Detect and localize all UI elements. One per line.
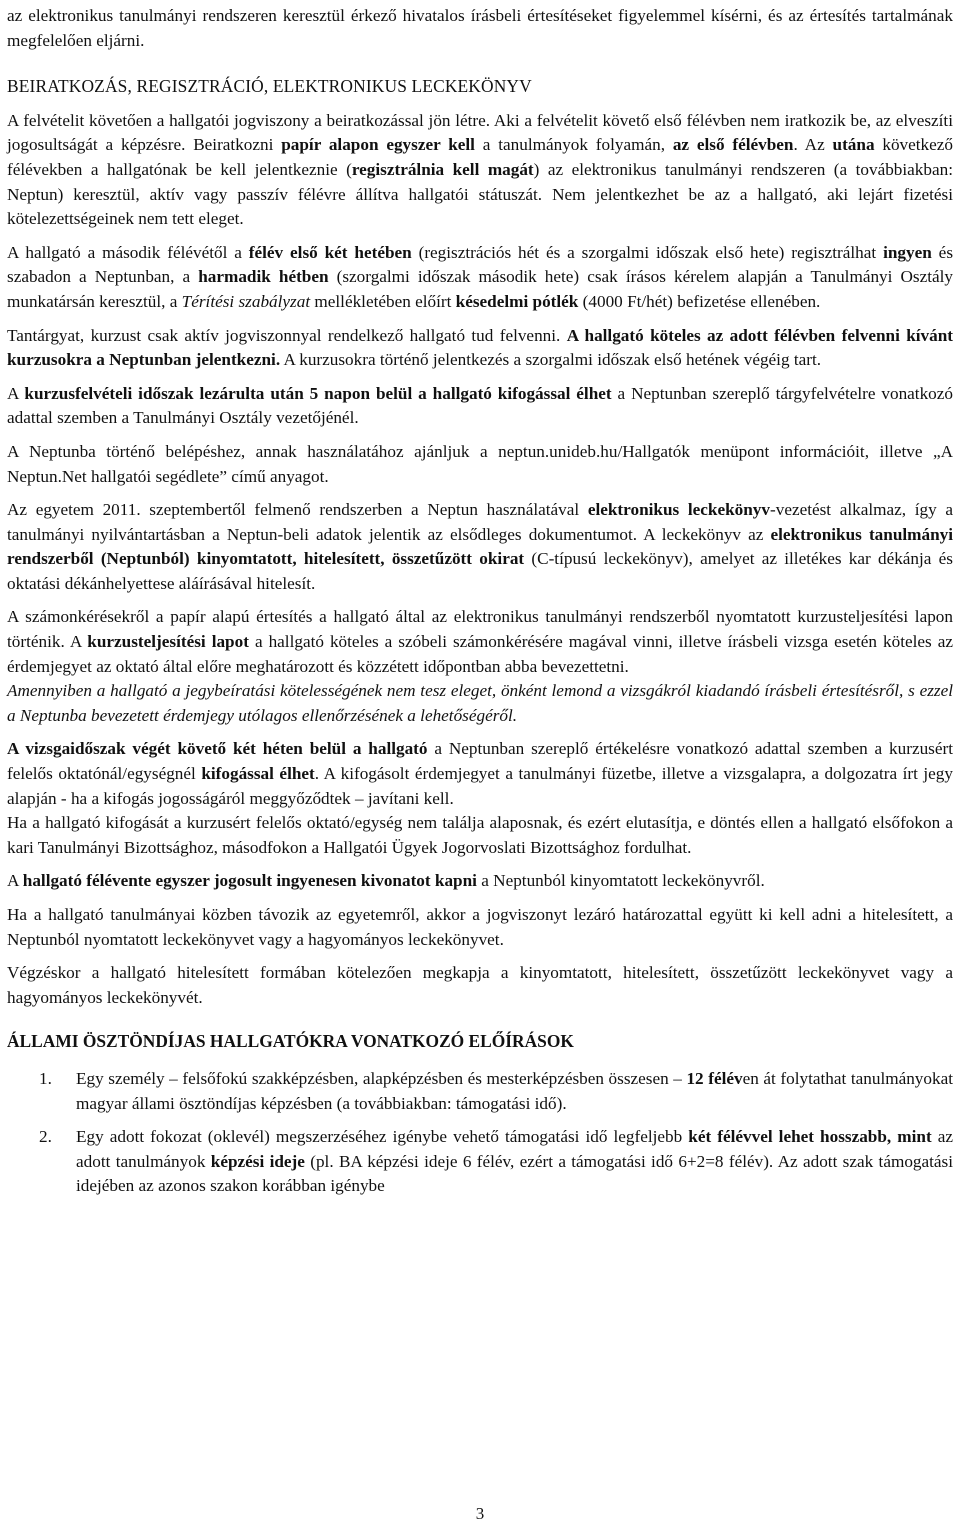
paragraph-grade-entry-note (7, 679, 953, 728)
paragraph-intro (7, 4, 953, 53)
text-run: ) az elektronikus tanulmányi rendszeren (a továbbiakban: Neptun) keresztül, aktív vagy passzív félévre állítva hallgatói státuszát. Nem jelentkezhet be az a hallgató, aki lejárt fizetési kötelezettségeinek nem tett eleget. (7, 159, 953, 229)
list-item (7, 1125, 953, 1199)
text-run: a tanulmányok folyamán, (474, 135, 673, 155)
list-item-text (76, 1069, 953, 1113)
paragraph-graduation (7, 961, 953, 1010)
text-run: a hallgató köteles a szóbeli számonkérésére magával vinni, illetve írásbeli vizsga esetén köteles az érdemjegyet az oktató által előre meghatározott és közzétett időpontban abba bevezettetni. (7, 632, 953, 676)
text-run: Az egyetem 2011. szeptembertől felmenő rendszerben a Neptun használatával (7, 500, 588, 520)
text-run: 12 félév (686, 1068, 743, 1088)
text-run: (4000 Ft/hét) befizetése ellenében. (578, 291, 821, 311)
paragraph-neptun-login (7, 440, 953, 489)
text-run: Térítési szabályzat (181, 291, 311, 311)
text-run: A (7, 871, 23, 891)
text-run: elektronikus leckekönyv (587, 500, 770, 520)
document-page (7, 4, 953, 1208)
text-run: regisztrálnia kell magát (351, 159, 534, 179)
text-run: kurzusfelvételi időszak lezárulta után 5 napon belül a hallgató kifogással élhet (24, 383, 612, 403)
text-run: (pl. BA képzési ideje 6 félév, ezért a támogatási idő 6+2=8 félév). Az adott szak támogatási idejében az azonos szakon korábban igénybe (76, 1151, 954, 1196)
paragraph-electronic-record-book (7, 498, 953, 596)
text-run: A számonkérésekről a papír alapú értesítés a hallgató által az elektronikus tanulmányi rendszerből nyomtatott kurzusteljesítési lapon történik. A (7, 607, 953, 652)
text-run: A kurzusokra történő jelentkezés a szorgalmi időszak első hetének végéig tart. (280, 350, 822, 370)
section-heading-state-scholarship: ÁLLAMI ÖSZTÖNDÍJAS HALLGATÓKRA VONATKOZÓ ELŐÍRÁSOK (7, 1031, 574, 1052)
text-run: kifogással élhet (201, 764, 315, 784)
text-run: az első félévben (672, 135, 794, 155)
paragraph-course-objection (7, 382, 953, 431)
text-run: harmadik hétben (198, 267, 329, 287)
text-run: . Az (793, 135, 833, 155)
text-run: és szabadon a Neptunban, a (7, 242, 954, 287)
text-run: (C-típusú leckekönyv), amelyet az illetékes kar dékánja és oktatási dékánhelyettese aláírásával hitelesít. (7, 549, 953, 593)
text-run: A felvételit követően a hallgatói jogviszony a beiratkozással jön létre. Aki a felvételit követő első félévben nem iratkozik be, az elveszíti jogosultságát a képzésre. Beiratkozni (7, 110, 953, 155)
text-run: (regisztrációs hét és a szorgalmi időszak első hete) regisztrálhat (411, 242, 884, 262)
text-run: (szorgalmi időszak második hete) csak írásos kérelem alapján a Tanulmányi Osztály munkatársán keresztül, a (7, 267, 953, 311)
text-run: két félévvel lehet hosszabb, mint (688, 1127, 932, 1147)
scholarship-rules-list (7, 1067, 953, 1199)
list-item-number: 1. (39, 1068, 52, 1088)
text-run: utána (832, 135, 875, 155)
paragraph-enrollment (7, 109, 953, 232)
paragraph-exam-notification (7, 605, 953, 679)
text-run: Ha a hallgató kifogását a kurzusért felelős oktató/egység nem találja alaposnak, és ezért elutasítja, e döntés ellen a hallgató elsőfokon a kari Tanulmányi Bizottsághoz, másodfokon a Hallgatói Ügyek Jogorvoslati Bizottsághoz fordulhat. (7, 813, 953, 857)
text-run: A Neptunba történő belépéshez, annak használatához ajánljuk a neptun.unideb.hu/Hallgatók menüpont információit, illetve „A Neptun.Net hallgatói segédlete” című anyagot. (7, 441, 953, 486)
paragraph-registration (7, 241, 953, 315)
section-heading-enrollment: BEIRATKOZÁS, REGISZTRÁCIÓ, ELEKTRONIKUS LECKEKÖNYV (7, 76, 532, 97)
text-run: ingyen (883, 242, 932, 262)
page-number: 3 (475, 1504, 485, 1523)
text-run: az adott tanulmányok (76, 1127, 953, 1171)
paragraph-appeal (7, 811, 953, 860)
text-run: mellékletében előírt (310, 291, 456, 311)
paragraph-exam-objection (7, 737, 953, 811)
text-run: A (7, 383, 25, 403)
text-run: Ha a hallgató tanulmányai közben távozik az egyetemről, akkor a jogviszonyt lezáró határozattal együtt ki kell adni a hitelesített, a Neptunból nyomtatott leckekönyvet vagy a hagyományos leckekönyvet. (7, 905, 953, 949)
text-run: hallgató félévente egyszer jogosult ingyenesen kivonatot kapni (22, 871, 477, 891)
text-run: Egy személy – felsőfokú szakképzésben, alapképzésben és mesterképzésben összesen – (76, 1068, 687, 1088)
text-run: a Neptunban szereplő értékelésre vonatkozó adattal szemben a kurzusért felelős oktatónál/egységnél (7, 739, 953, 784)
text-run: Egy adott fokozat (oklevél) megszerzéséhez igénybe vehető támogatási idő legfeljebb (76, 1127, 689, 1147)
text-run: következő félévekben a hallgatónak be kell jelentkeznie ( (7, 135, 953, 179)
text-run: késedelmi pótlék (455, 291, 579, 311)
text-run: A hallgató köteles az adott félévben felvenni kívánt kurzusokra a Neptunban jelentkezni. (7, 325, 954, 370)
text-run: -vezetést alkalmaz, így a tanulmányi nyilvántartásban a Neptun-beli adatok jelentik az elsődleges dokumentumot. A leckekönyv az (7, 500, 953, 544)
list-item (7, 1067, 953, 1116)
paragraph-free-extract (7, 869, 953, 894)
text-run: kurzusteljesítési lapot (87, 632, 249, 652)
paragraph-leaving (7, 903, 953, 952)
text-run: Végzéskor a hallgató hitelesített formában kötelezően megkapja a kinyomtatott, hitelesített, összetűzött leckekönyvet vagy a hagyományos leckekönyvét. (7, 963, 953, 1007)
text-run: . A kifogásolt érdemjegyet a tanulmányi füzetbe, illetve a vizsgalapra, a dolgozatra írt jegy alapján - ha a kifogás jogosságáról meggyőződtek – javítani kell. (7, 764, 953, 808)
text-run: félév első két hetében (248, 242, 412, 262)
text-run: az elektronikus tanulmányi rendszeren keresztül érkező hivatalos írásbeli értesítéseket figyelemmel kísérni, és az értesítés tartalmának megfelelően eljárni. (7, 6, 953, 50)
text-run: A hallgató a második félévétől a (7, 242, 249, 262)
text-run: a Neptunból kinyomtatott leckekönyvről. (476, 871, 765, 891)
text-run: a Neptunban szereplő tárgyfelvételre vonatkozó adattal szemben a Tanulmányi Osztály vezetőjénél. (7, 383, 953, 428)
text-run: papír alapon egyszer kell (281, 135, 475, 155)
paragraph-course-signup (7, 324, 953, 373)
text-run: Amennyiben a hallgató a jegybeíratási kötelességének nem tesz eleget, önként lemond a vizsgákról kiadandó írásbeli értesítésről, s ezzel a Neptunba bevezetett érdemjegy utólagos ellenőrzésének a lehetőségéről. (7, 681, 953, 725)
text-run: A vizsgaidőszak végét követő két héten belül a hallgató (7, 739, 428, 759)
list-item-text (76, 1127, 953, 1195)
text-run: elektronikus tanulmányi rendszerből (Neptunból) kinyomtatott, hitelesített, összetűzött okirat (7, 524, 954, 569)
text-run: képzési ideje (210, 1151, 305, 1171)
text-run: en át folytathat tanulmányokat magyar állami ösztöndíjas képzésben (a továbbiakban: támogatási idő). (76, 1068, 953, 1113)
list-item-number: 2. (39, 1127, 52, 1147)
text-run: Tantárgyat, kurzust csak aktív jogviszonnyal rendelkező hallgató tud felvenni. (7, 325, 567, 345)
